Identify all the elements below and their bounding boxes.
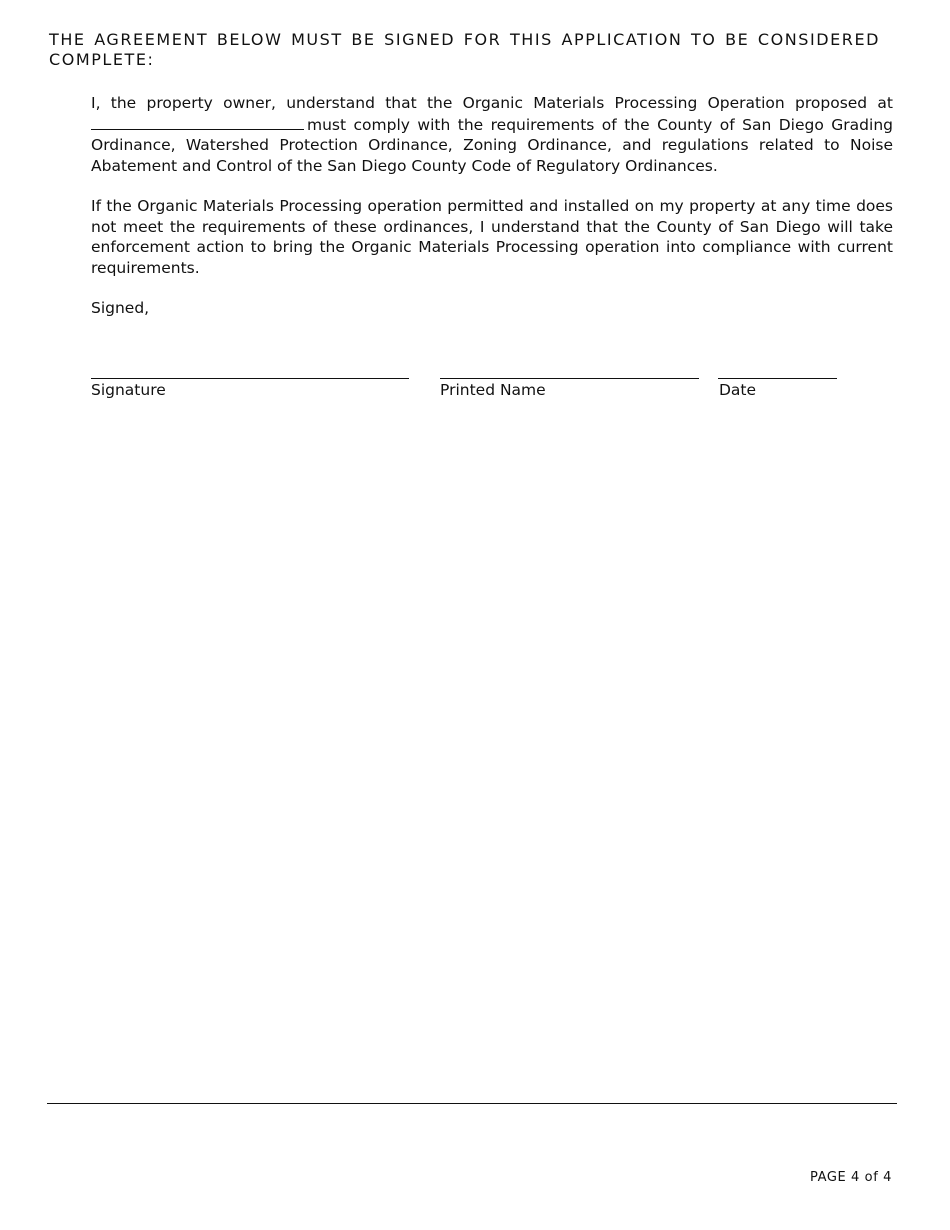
agreement-heading: THE AGREEMENT BELOW MUST BE SIGNED FOR THIS APPLICATION TO BE CONSIDERED COMPLETE: xyxy=(49,30,880,69)
signature-line[interactable] xyxy=(91,378,409,379)
paragraph-1-rest: must comply with the requirements of the County of San Diego Grading Ordinance, Watershed Protection Ordinance, Zoning Ordinance, and regulations related to Noise Abatement and Control of the San Diego County Code of Regulatory Ordinances. xyxy=(91,115,893,175)
printed-name-label: Printed Name xyxy=(440,381,546,399)
date-label: Date xyxy=(719,381,757,399)
date-line[interactable] xyxy=(718,378,837,379)
agreement-paragraph-1 xyxy=(91,93,893,176)
property-location-field[interactable] xyxy=(91,114,304,130)
page-number: PAGE 4 of 4 xyxy=(809,1170,892,1185)
signed-label: Signed, xyxy=(91,299,150,317)
paragraph-1-lead: I, the property owner, understand that the Organic Materials Processing Operation proposed at xyxy=(91,94,893,112)
agreement-paragraph-2: If the Organic Materials Processing operation permitted and installed on my property at any time does not meet the requirements of these ordinances, I understand that the County of San Diego will take enforcement action to bring the Organic Materials Processing operation into compliance with current requirements. xyxy=(91,197,893,277)
signature-label: Signature xyxy=(91,381,166,399)
printed-name-line[interactable] xyxy=(440,378,699,379)
footer-divider xyxy=(47,1103,897,1104)
